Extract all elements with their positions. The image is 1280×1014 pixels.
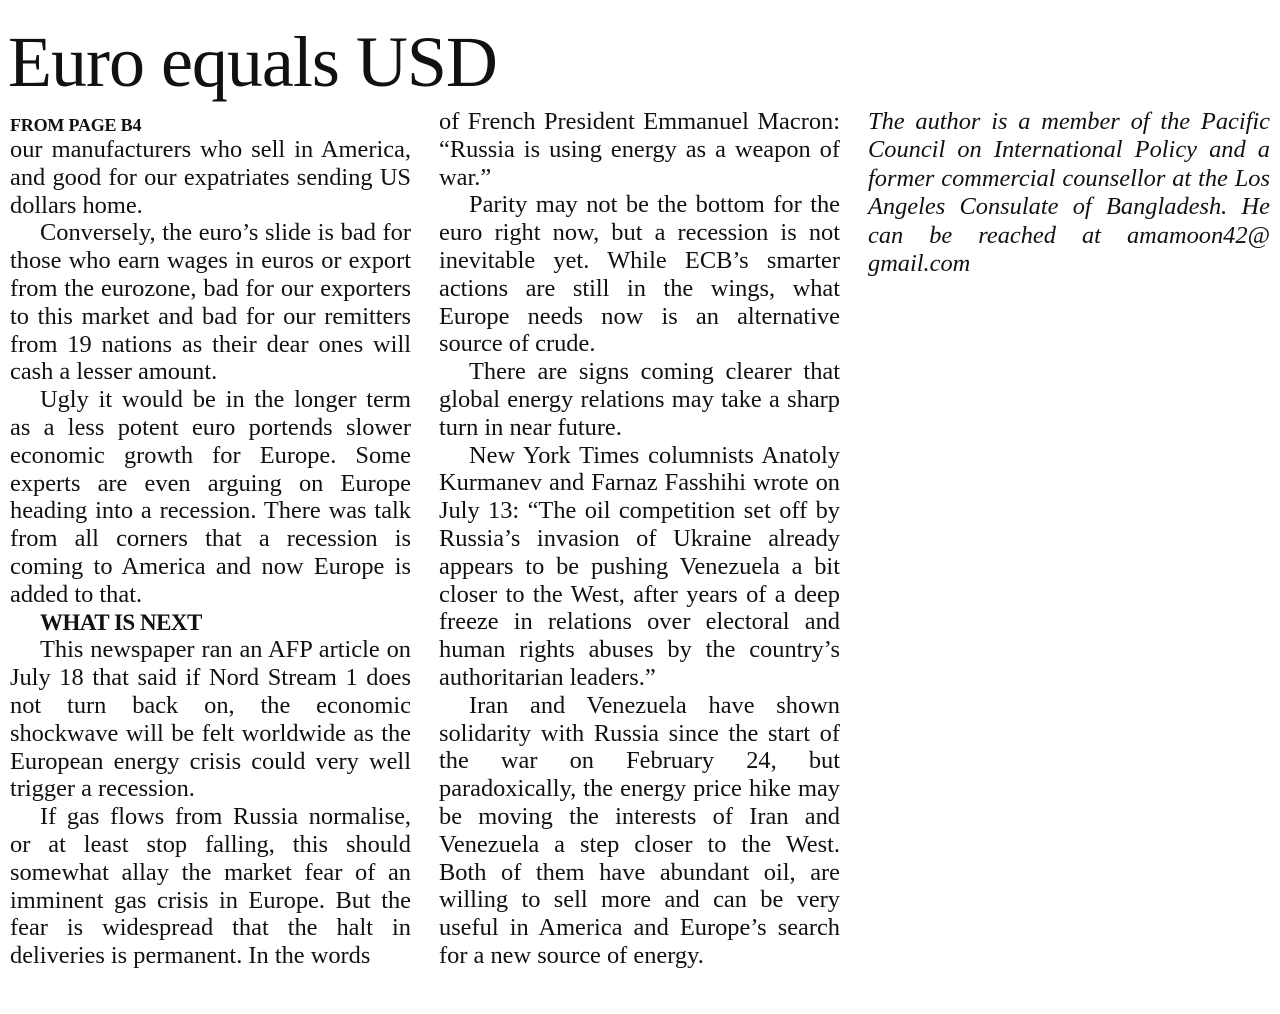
- paragraph: New York Times columnists Anatoly Kurmanev and Farnaz Fasshihi wrote on July 13: “The oil competition set off by Russia’s invasion of Ukraine already appears to be pushing Venezuela a bit closer to the West, after years of a deep freeze in relations over electoral and human rights abuses by the country’s authoritarian leaders.”: [439, 441, 840, 691]
- article-column-2: [439, 108, 840, 970]
- subhead-what-is-next: WHAT IS NEXT: [40, 609, 202, 635]
- paragraph: There are signs coming clearer that global energy relations may take a sharp turn in near future.: [439, 358, 840, 441]
- paragraph: This newspaper ran an AFP article on July 18 that said if Nord Stream 1 does not turn back on, the economic shockwave will be felt worldwide as the European energy crisis could very well trigger a recession.: [10, 636, 411, 803]
- article-column-1: [10, 108, 411, 970]
- paragraph: our manufacturers who sell in America, and good for our expatriates sending US dollars home.: [10, 136, 411, 219]
- paragraph: If gas flows from Russia normalise, or at least stop falling, this should somewhat allay the market fear of an imminent gas crisis in Europe. But the fear is widespread that the halt in deliveries is permanent. In the words: [10, 803, 411, 970]
- from-page-kicker: FROM PAGE B4: [10, 115, 142, 135]
- paragraph: Conversely, the euro’s slide is bad for those who earn wages in euros or export from the eurozone, bad for our exporters to this market and bad for our remitters from 19 nations as their dear ones will cash a lesser amount.: [10, 219, 411, 386]
- author-note-column: [868, 108, 1270, 278]
- paragraph: Ugly it would be in the longer term as a less potent euro portends slower economic growth for Europe. Some experts are even arguing on Europe heading into a recession. There was talk from all corners that a recession is coming to America and now Europe is added to that.: [10, 386, 411, 608]
- headline: Euro equals USD: [8, 22, 497, 102]
- paragraph: Parity may not be the bottom for the euro right now, but a recession is not inevitable yet. While ECB’s smarter actions are still in the wings, what Europe needs now is an alternative source of crude.: [439, 191, 840, 358]
- paragraph: Iran and Venezuela have shown solidarity with Russia since the start of the war on February 24, but paradoxically, the energy price hike may be moving the interests of Iran and Venezuela a step closer to the West. Both of them have abundant oil, are willing to sell more and can be very useful in America and Europe’s search for a new source of energy.: [439, 691, 840, 969]
- author-note: The author is a member of the Pacific Council on International Policy and a former commercial counsellor at the Los Angeles Consulate of Bangladesh. He can be reached at amamoon42@ gmail.com: [868, 108, 1270, 278]
- paragraph: of French President Emmanuel Macron: “Russia is using energy as a weapon of war.”: [439, 108, 840, 191]
